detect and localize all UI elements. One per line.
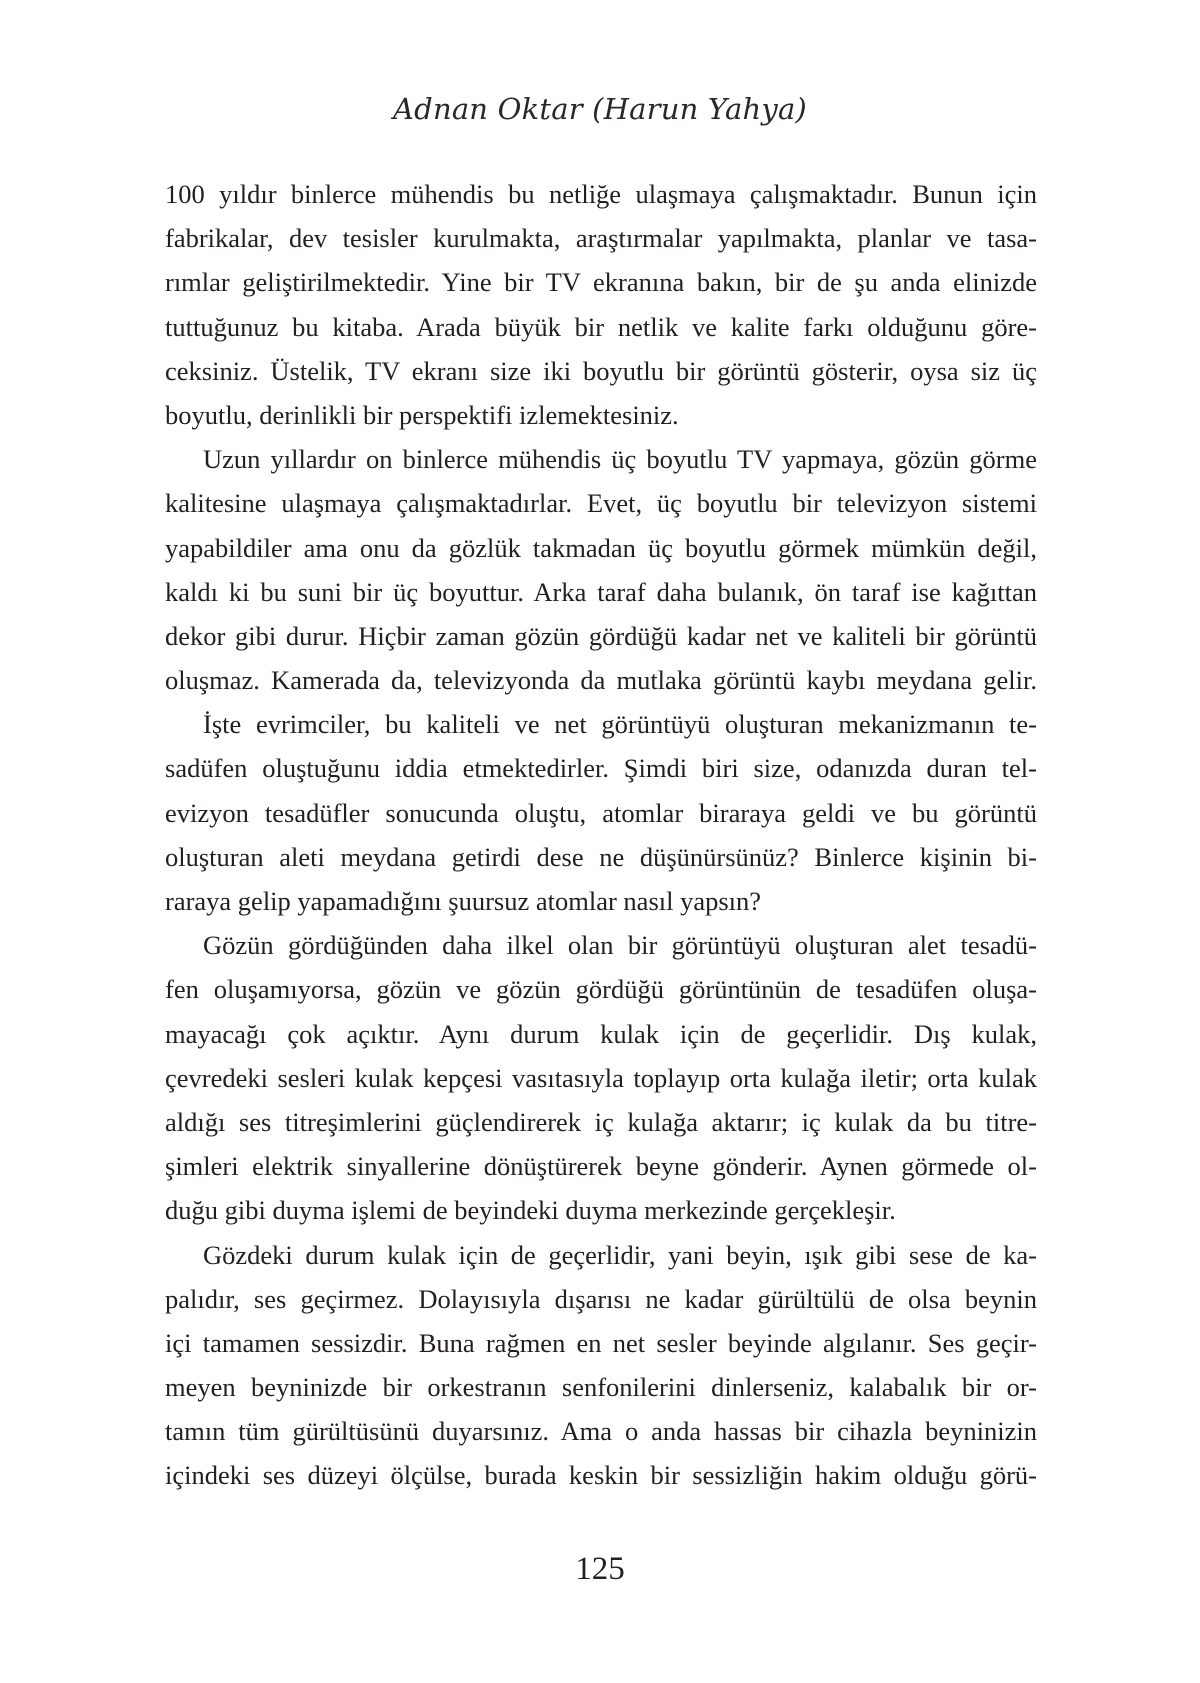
text-line: dekor gibi durur. Hiçbir zaman gözün gördüğü kadar net ve kaliteli bir görüntü: [165, 620, 1037, 651]
text-line: oluşmaz. Kamerada da, televizyonda da mutlaka görüntü kaybı meydana gelir.: [165, 665, 1037, 696]
text-line: yapabildiler ama onu da gözlük takmadan üç boyutlu görmek mümkün değil,: [165, 532, 1037, 563]
text-line: içindeki ses düzeyi ölçülse, burada keskin bir sessizliğin hakim olduğu görü-: [165, 1460, 1037, 1491]
text-line: 100 yıldır binlerce mühendis bu netliğe ulaşmaya çalışmaktadır. Bunun için: [165, 179, 1037, 209]
text-line: Uzun yıllardır on binlerce mühendis üç boyutlu TV yapmaya, gözün görme: [203, 444, 1037, 475]
text-line: tuttuğunuz bu kitaba. Arada büyük bir netlik ve kalite farkı olduğunu göre-: [165, 311, 1037, 342]
text-line: fen oluşamıyorsa, gözün ve gözün gördüğü görüntünün de tesadüfen oluşa-: [165, 974, 1037, 1005]
paragraph-5: [165, 1233, 1037, 1498]
text-line: meyen beyninizde bir orkestranın senfonilerini dinlerseniz, kalabalık bir or-: [165, 1372, 1037, 1403]
text-line: kalitesine ulaşmaya çalışmaktadırlar. Evet, üç boyutlu bir televizyon sistemi: [165, 488, 1037, 519]
text-line: fabrikalar, dev tesisler kurulmakta, araştırmalar yapılmakta, planlar ve tasa-: [165, 223, 1037, 254]
text-line: İşte evrimciler, bu kaliteli ve net görüntüyü oluşturan mekanizmanın te-: [203, 709, 1037, 740]
body-text: [165, 172, 1037, 1498]
paragraph-4: [165, 923, 1037, 1232]
page-number: 125: [575, 1551, 625, 1587]
text-line: Gözdeki durum kulak için de geçerlidir, yani beyin, ışık gibi sese de ka-: [203, 1239, 1037, 1270]
text-line: rımlar geliştirilmektedir. Yine bir TV ekranına bakın, bir de şu anda elinizde: [165, 267, 1037, 298]
text-line: evizyon tesadüfler sonucunda oluştu, atomlar biraraya geldi ve bu görüntü: [165, 797, 1037, 828]
text-line: çevredeki sesleri kulak kepçesi vasıtasıyla toplayıp orta kulağa iletir; orta kulak: [165, 1062, 1037, 1093]
text-line: içi tamamen sessizdir. Buna rağmen en net sesler beyinde algılanır. Ses geçir-: [165, 1327, 1037, 1358]
text-line: sadüfen oluştuğunu iddia etmektedirler. Şimdi biri size, odanızda duran tel-: [165, 753, 1037, 784]
paragraph-2: [165, 437, 1037, 702]
text-line: oluşturan aleti meydana getirdi dese ne düşünürsünüz? Binlerce kişinin bi-: [165, 841, 1037, 872]
text-line: palıdır, ses geçirmez. Dolayısıyla dışarısı ne kadar gürültülü de olsa beynin: [165, 1283, 1037, 1314]
text-line: raraya gelip yapamadığını şuursuz atomlar nasıl yapsın?: [165, 886, 762, 916]
text-line: ceksiniz. Üstelik, TV ekranı size iki boyutlu bir görüntü gösterir, oysa siz üç: [165, 355, 1037, 386]
running-header-title: Adnan Oktar (Harun Yahya): [393, 92, 807, 126]
text-line: aldığı ses titreşimlerini güçlendirerek iç kulağa aktarır; iç kulak da bu titre-: [165, 1106, 1037, 1137]
text-line: duğu gibi duyma işlemi de beyindeki duyma merkezinde gerçekleşir.: [165, 1195, 896, 1226]
text-line: kaldı ki bu suni bir üç boyuttur. Arka taraf daha bulanık, ön taraf ise kağıttan: [165, 576, 1037, 607]
text-line: boyutlu, derinlikli bir perspektifi izlemektesiniz.: [165, 399, 679, 430]
paragraph-3: [165, 702, 1037, 923]
paragraph-1: [165, 172, 1037, 437]
text-line: şimleri elektrik sinyallerine dönüştürerek beyne gönderir. Aynen görmede ol-: [165, 1151, 1037, 1182]
text-line: mayacağı çok açıktır. Aynı durum kulak için de geçerlidir. Dış kulak,: [165, 1018, 1037, 1049]
text-line: tamın tüm gürültüsünü duyarsınız. Ama o anda hassas bir cihazla beyninizin: [165, 1416, 1037, 1447]
text-line: Gözün gördüğünden daha ilkel olan bir görüntüyü oluşturan alet tesadü-: [203, 930, 1037, 961]
